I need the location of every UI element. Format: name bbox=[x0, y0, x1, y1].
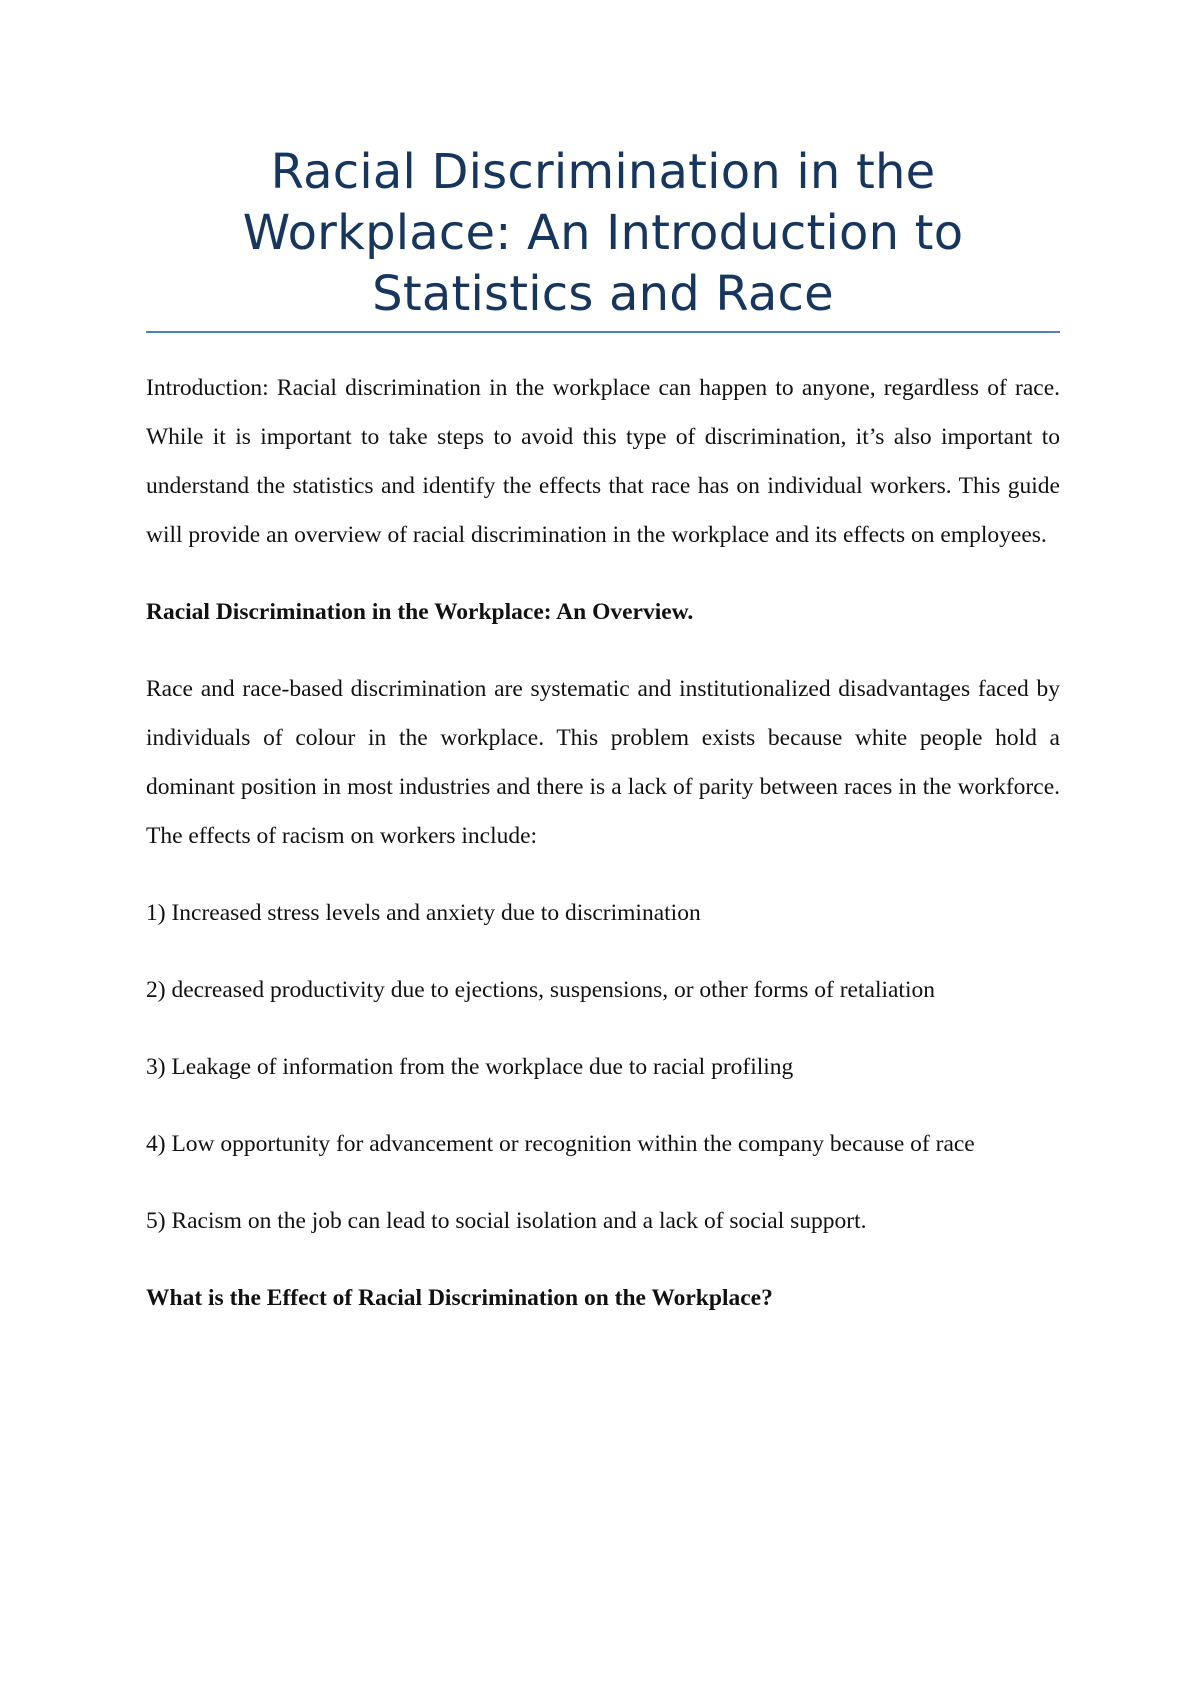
overview-paragraph: Race and race-based discrimination are systematic and institutionalized disadvantages faced by individuals of colour in the workplace. This problem exists because white people hold a dominant position in most industries and there is a lack of parity between races in the workforce. The effects of racism on workers include: bbox=[146, 676, 1060, 849]
effect-item-4: 4) Low opportunity for advancement or recognition within the company because of race bbox=[146, 1131, 975, 1157]
document-title: Racial Discrimination in the Workplace: An Introduction to Statistics and Race bbox=[242, 144, 964, 322]
document-content bbox=[146, 142, 1060, 1351]
effect-item-5: 5) Racism on the job can lead to social isolation and a lack of social support. bbox=[146, 1208, 867, 1234]
section-heading-effect: What is the Effect of Racial Discrimination on the Workplace? bbox=[146, 1285, 773, 1311]
section-heading-overview: Racial Discrimination in the Workplace: An Overview. bbox=[146, 599, 694, 625]
effect-item-3: 3) Leakage of information from the workplace due to racial profiling bbox=[146, 1054, 794, 1080]
effect-item-1: 1) Increased stress levels and anxiety due to discrimination bbox=[146, 900, 701, 926]
intro-paragraph: Introduction: Racial discrimination in the workplace can happen to anyone, regardless of race. While it is important to take steps to avoid this type of discrimination, it’s also important to understand the statistics and identify the effects that race has on individual workers. This guide will provide an overview of racial discrimination in the workplace and its effects on employees. bbox=[146, 375, 1060, 548]
title-divider bbox=[146, 331, 1060, 333]
effect-item-2: 2) decreased productivity due to ejections, suspensions, or other forms of retaliation bbox=[146, 977, 935, 1003]
